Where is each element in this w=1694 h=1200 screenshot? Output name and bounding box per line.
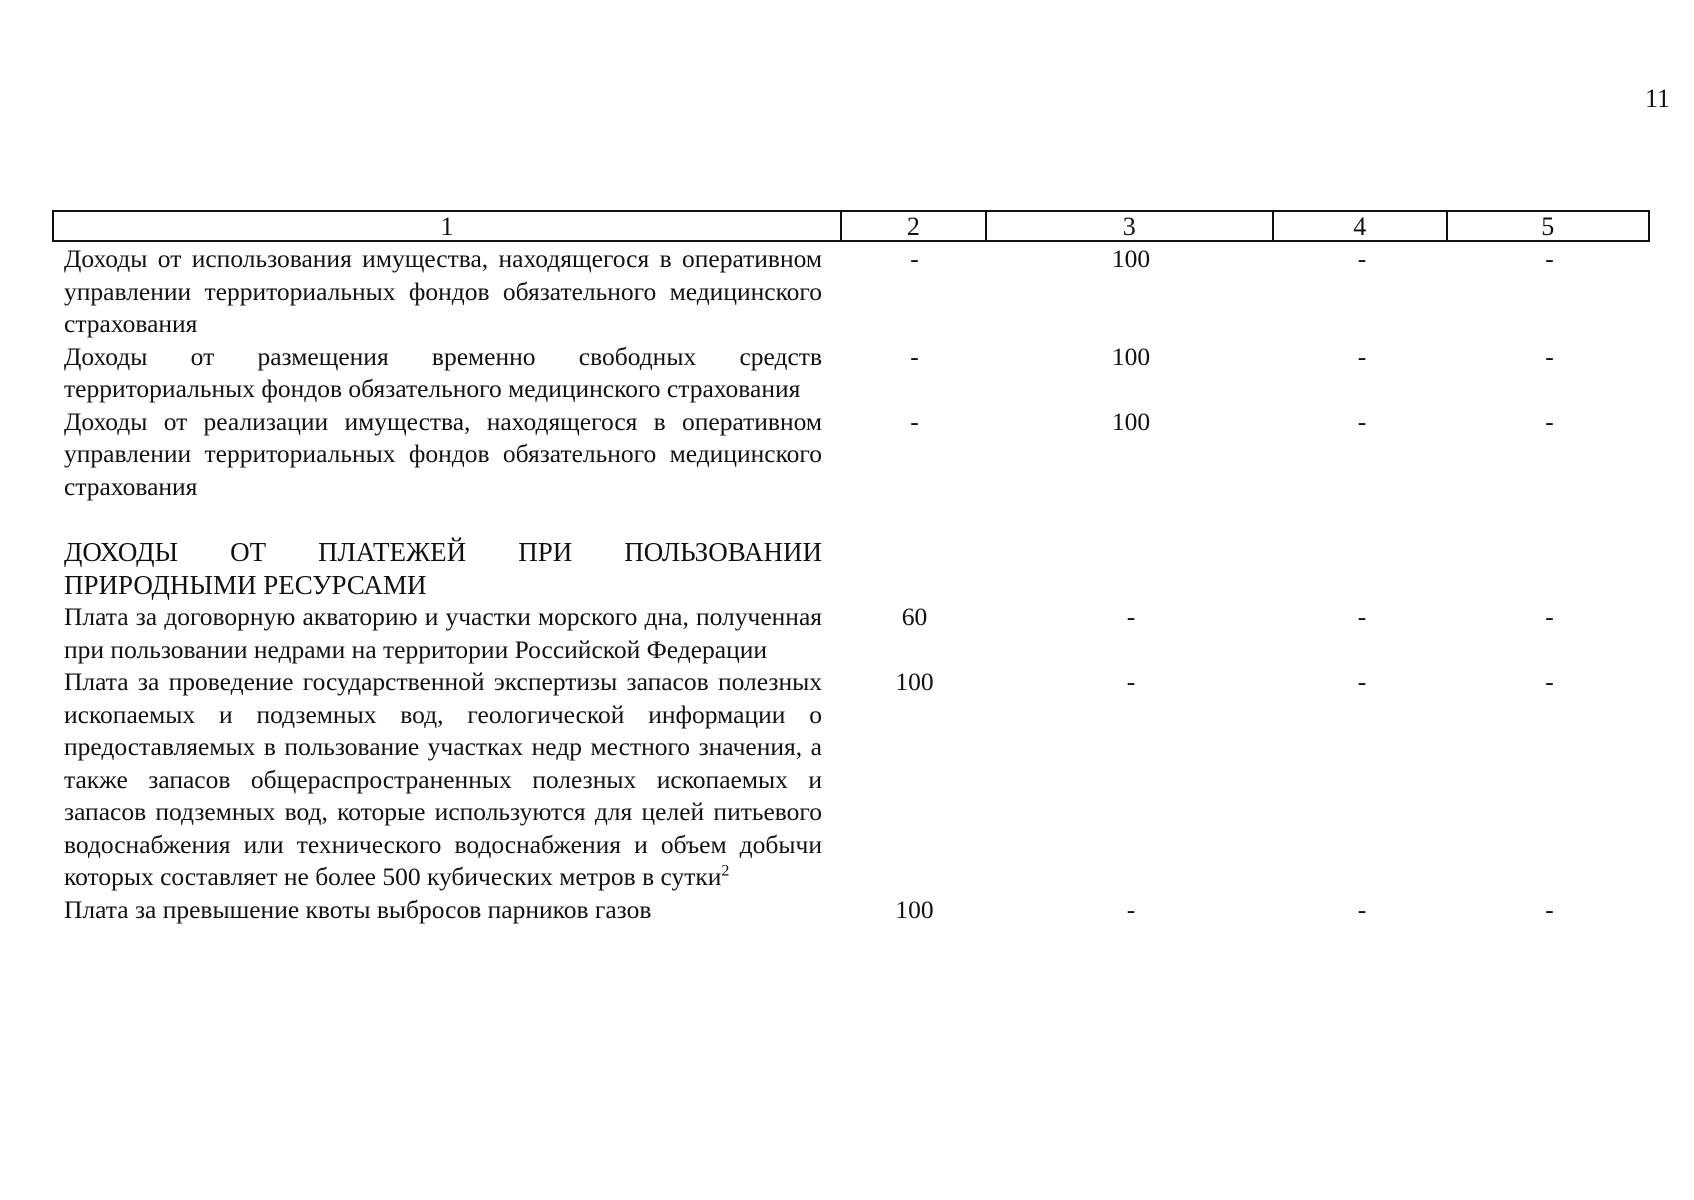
header-col-5: 5	[1541, 212, 1555, 241]
row-value-col-3: -	[1126, 667, 1136, 696]
row-description: Плата за превышение квоты выбросов парников газов	[64, 894, 652, 924]
page-number: 11	[1644, 84, 1670, 113]
row-value-col-4: -	[1357, 341, 1367, 371]
header-col-3: 3	[987, 212, 1274, 240]
table-row	[52, 406, 1650, 504]
table-row	[52, 894, 1650, 927]
row-value-col-3: 100	[1111, 406, 1151, 436]
row-value-col-2: -	[910, 406, 919, 436]
row-value-col-2: -	[910, 244, 919, 273]
row-value-col-5: -	[1545, 894, 1554, 924]
table-row	[52, 666, 1650, 894]
table-body	[52, 243, 1650, 926]
header-col-4: 4	[1274, 212, 1448, 240]
row-description: Доходы от использования имущества, находящегося в оперативном управлении территориальных фондов обязательного медицинского страхования	[64, 244, 822, 338]
row-description: Плата за договорную акваторию и участки морского дна, полученная при пользовании недрами на территории Российской Федерации	[64, 602, 822, 664]
header-col-1: 1	[54, 212, 842, 240]
row-value-col-5: -	[1545, 341, 1554, 371]
row-value-col-2: 100	[895, 667, 934, 696]
table-row	[52, 243, 1650, 341]
row-value-col-2: 60	[901, 602, 928, 631]
row-value-col-3: 100	[1111, 341, 1151, 371]
row-description: Доходы от размещения временно свободных средств территориальных фондов обязательного медицинского страхования	[64, 341, 822, 403]
section-title: ДОХОДЫ ОТ ПЛАТЕЖЕЙ ПРИ ПОЛЬЗОВАНИИ ПРИРОДНЫМИ РЕСУРСАМИ	[64, 537, 822, 600]
row-description	[52, 666, 842, 894]
row-value-col-3: -	[1126, 894, 1136, 924]
header-col-2: 2	[842, 212, 987, 240]
row-value-col-5: -	[1545, 667, 1554, 696]
row-value-col-5: -	[1545, 244, 1554, 273]
row-value-col-3: -	[1126, 602, 1136, 631]
row-value-col-5: -	[1545, 602, 1554, 631]
row-value-col-2: 100	[895, 894, 934, 924]
row-description-text: Плата за проведение государственной экспертизы запасов полезных ископаемых и подземных вод, геологической информации о предоставляемых в пользование участках недр местного значения, а также запасов общераспространенных полезных ископаемых и запасов подземных вод, которые используются для целей питьевого водоснабжения или технического водоснабжения и объем добычи которых составляет не более 500 кубических метров в сутки	[64, 667, 822, 891]
table-row	[52, 601, 1650, 666]
row-value-col-5: -	[1545, 406, 1554, 436]
footnote-marker: 2	[721, 862, 730, 880]
row-value-col-4: -	[1357, 894, 1367, 924]
row-value-col-2: -	[910, 341, 919, 371]
table-header	[52, 210, 1650, 242]
row-value-col-4: -	[1357, 406, 1367, 436]
row-value-col-3: 100	[1111, 244, 1151, 273]
row-value-col-4: -	[1357, 667, 1367, 696]
table-row	[52, 341, 1650, 406]
row-value-col-4: -	[1357, 244, 1367, 273]
row-description: Доходы от реализации имущества, находящегося в оперативном управлении территориальных фондов обязательного медицинского страхования	[64, 406, 822, 501]
row-value-col-4: -	[1357, 602, 1367, 631]
